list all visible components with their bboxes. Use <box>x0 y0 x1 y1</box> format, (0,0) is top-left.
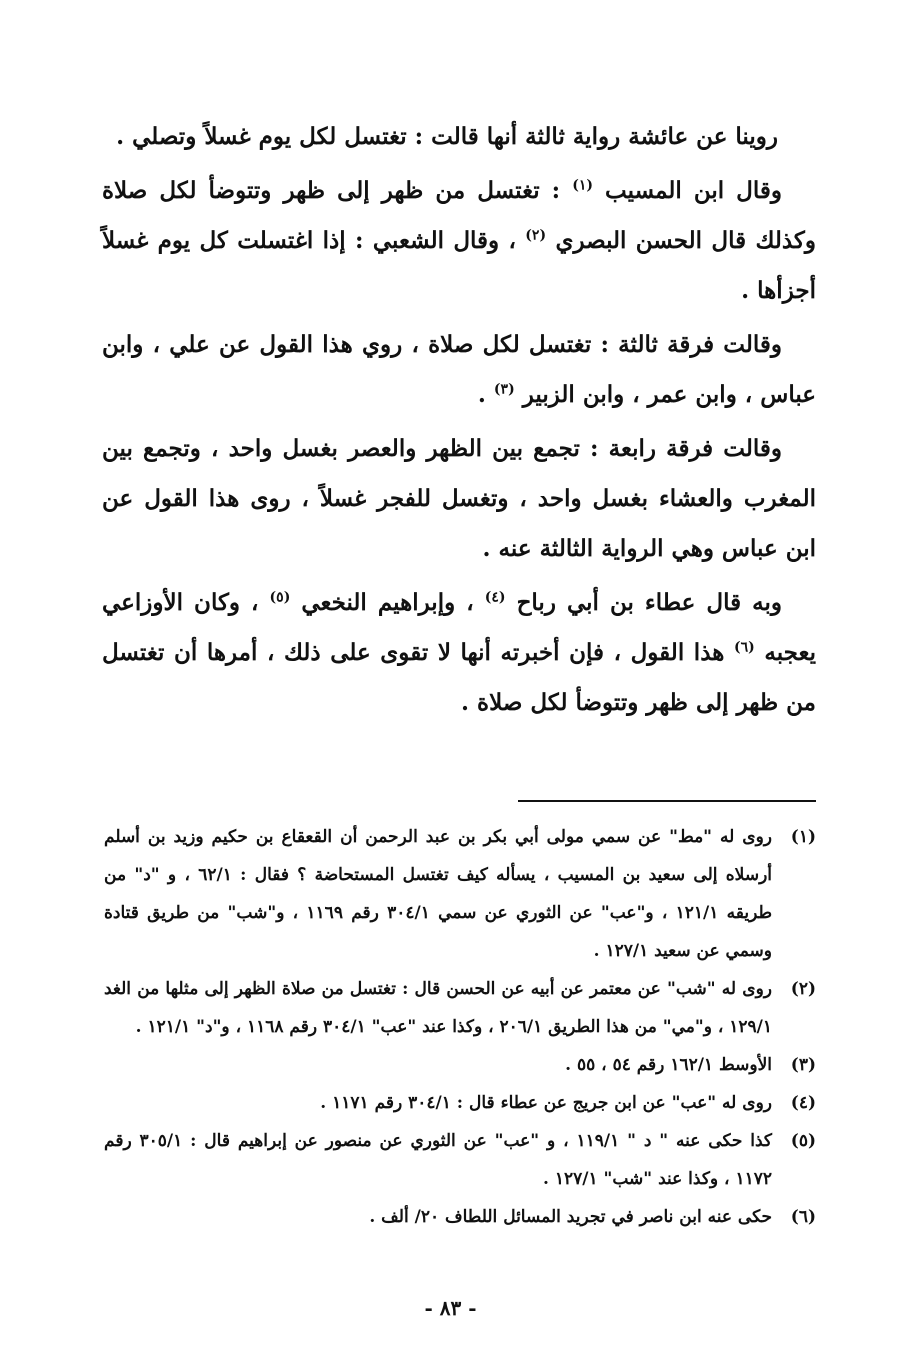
footnote-number: (٣) <box>790 1055 816 1075</box>
footnote-number: (٢) <box>790 979 816 999</box>
paragraph-4 <box>102 424 816 574</box>
footnote-6 <box>104 1198 816 1236</box>
paragraph-text: وقالت فرقة رابعة : تجمع بين الظهر والعصر بغسل واحد ، وتجمع بين المغرب والعشاء بغسل واحد ، وتغسل للفجر غسلاً ، روى هذا القول عن ابن عباس وهي الرواية الثالثة عنه . <box>102 435 816 562</box>
footnote-ref-5[interactable]: (٥) <box>269 589 291 606</box>
paragraph-1 <box>102 112 816 162</box>
footnote-text: روى له "عب" عن ابن جريج عن عطاء قال : ٣٠٤/١ رقم ١١٧١ . <box>320 1093 772 1113</box>
paragraph-text: : تغتسل من ظهر إلى ظهر وتتوضأ لكل صلاة وكذلك قال الحسن البصري <box>102 177 816 254</box>
footnote-1 <box>104 818 816 970</box>
footnote-text: حكى عنه ابن ناصر في تجريد المسائل اللطاف ٢٠/ ألف . <box>369 1207 772 1227</box>
footnote-ref-3[interactable]: (٣) <box>493 381 515 398</box>
footnote-number: (٦) <box>790 1207 816 1227</box>
paragraph-text: وقالت فرقة ثالثة : تغتسل لكل صلاة ، روي هذا القول عن علي ، وابن عباس ، وابن عمر ، وابن الزبير <box>102 331 816 408</box>
paragraph-text: ، وكان الأوزاعي يعجبه <box>102 589 816 666</box>
paragraph-text: هذا القول ، فإن أخبرته أنها لا تقوى على ذلك ، أمرها أن تغتسل من ظهر إلى ظهر وتتوضأ لكل صلاة . <box>102 639 816 716</box>
paragraph-text: وبه قال عطاء بن أبي رباح <box>516 589 782 616</box>
footnote-2 <box>104 970 816 1046</box>
page-number: - ٨٣ - <box>424 1296 477 1320</box>
footnote-5 <box>104 1122 816 1198</box>
main-text <box>102 112 816 732</box>
paragraph-text: ، وإبراهيم النخعي <box>301 589 474 616</box>
footnote-text: كذا حكى عنه " د " ١١٩/١ ، و "عب" عن الثوري عن منصور عن إبراهيم قال : ٣٠٥/١ رقم ١١٧٢ ، وكذا عند "شب" ١٢٧/١ . <box>104 1131 772 1189</box>
paragraph-text: . <box>477 381 486 408</box>
footnote-3 <box>104 1046 816 1084</box>
paragraph-2 <box>102 166 816 316</box>
footnote-number: (٤) <box>790 1093 816 1113</box>
footnote-text: الأوسط ١٦٢/١ رقم ٥٤ ، ٥٥ . <box>565 1055 772 1075</box>
footnote-divider <box>518 800 816 802</box>
footnote-4 <box>104 1084 816 1122</box>
paragraph-text: وقال ابن المسيب <box>605 177 783 204</box>
footnote-number: (١) <box>790 827 816 847</box>
footnote-ref-1[interactable]: (١) <box>572 177 593 194</box>
paragraph-3 <box>102 320 816 420</box>
footnote-ref-6[interactable]: (٦) <box>734 639 755 656</box>
footnote-ref-4[interactable]: (٤) <box>484 589 506 606</box>
footnote-ref-2[interactable]: (٢) <box>525 227 547 244</box>
paragraph-text: ، وقال الشعبي : إذا اغتسلت كل يوم غسلاً أجزأها . <box>102 227 816 304</box>
paragraph-5 <box>102 578 816 728</box>
footnote-text: روى له "شب" عن معتمر عن أبيه عن الحسن قال : تغتسل من صلاة الظهر إلى مثلها من الغد ١٢٩/١ ، و"مي" من هذا الطريق ٢٠٦/١ ، وكذا عند "عب" ٣٠٤/١ رقم ١١٦٨ ، و"د" ١٢١/١ . <box>104 979 772 1037</box>
footnotes <box>104 818 816 1236</box>
footnote-number: (٥) <box>790 1131 816 1151</box>
paragraph-text: روينا عن عائشة رواية ثالثة أنها قالت : تغتسل لكل يوم غسلاً وتصلي . <box>116 123 778 150</box>
footnote-text: روى له "مط" عن سمي مولى أبي بكر بن عبد الرحمن أن القعقاع بن حكيم وزيد بن أسلم أرسلاه إلى سعيد بن المسيب ، يسأله كيف تغتسل المستحاضة ؟ فقال : ٦٢/١ ، و "د" من طريقه ١٢١/١ ، و"عب" عن الثوري عن سمي ٣٠٤/١ رقم ١١٦٩ ، و"شب" من طريق قتادة وسمي عن سعيد ١٢٧/١ . <box>104 827 773 961</box>
